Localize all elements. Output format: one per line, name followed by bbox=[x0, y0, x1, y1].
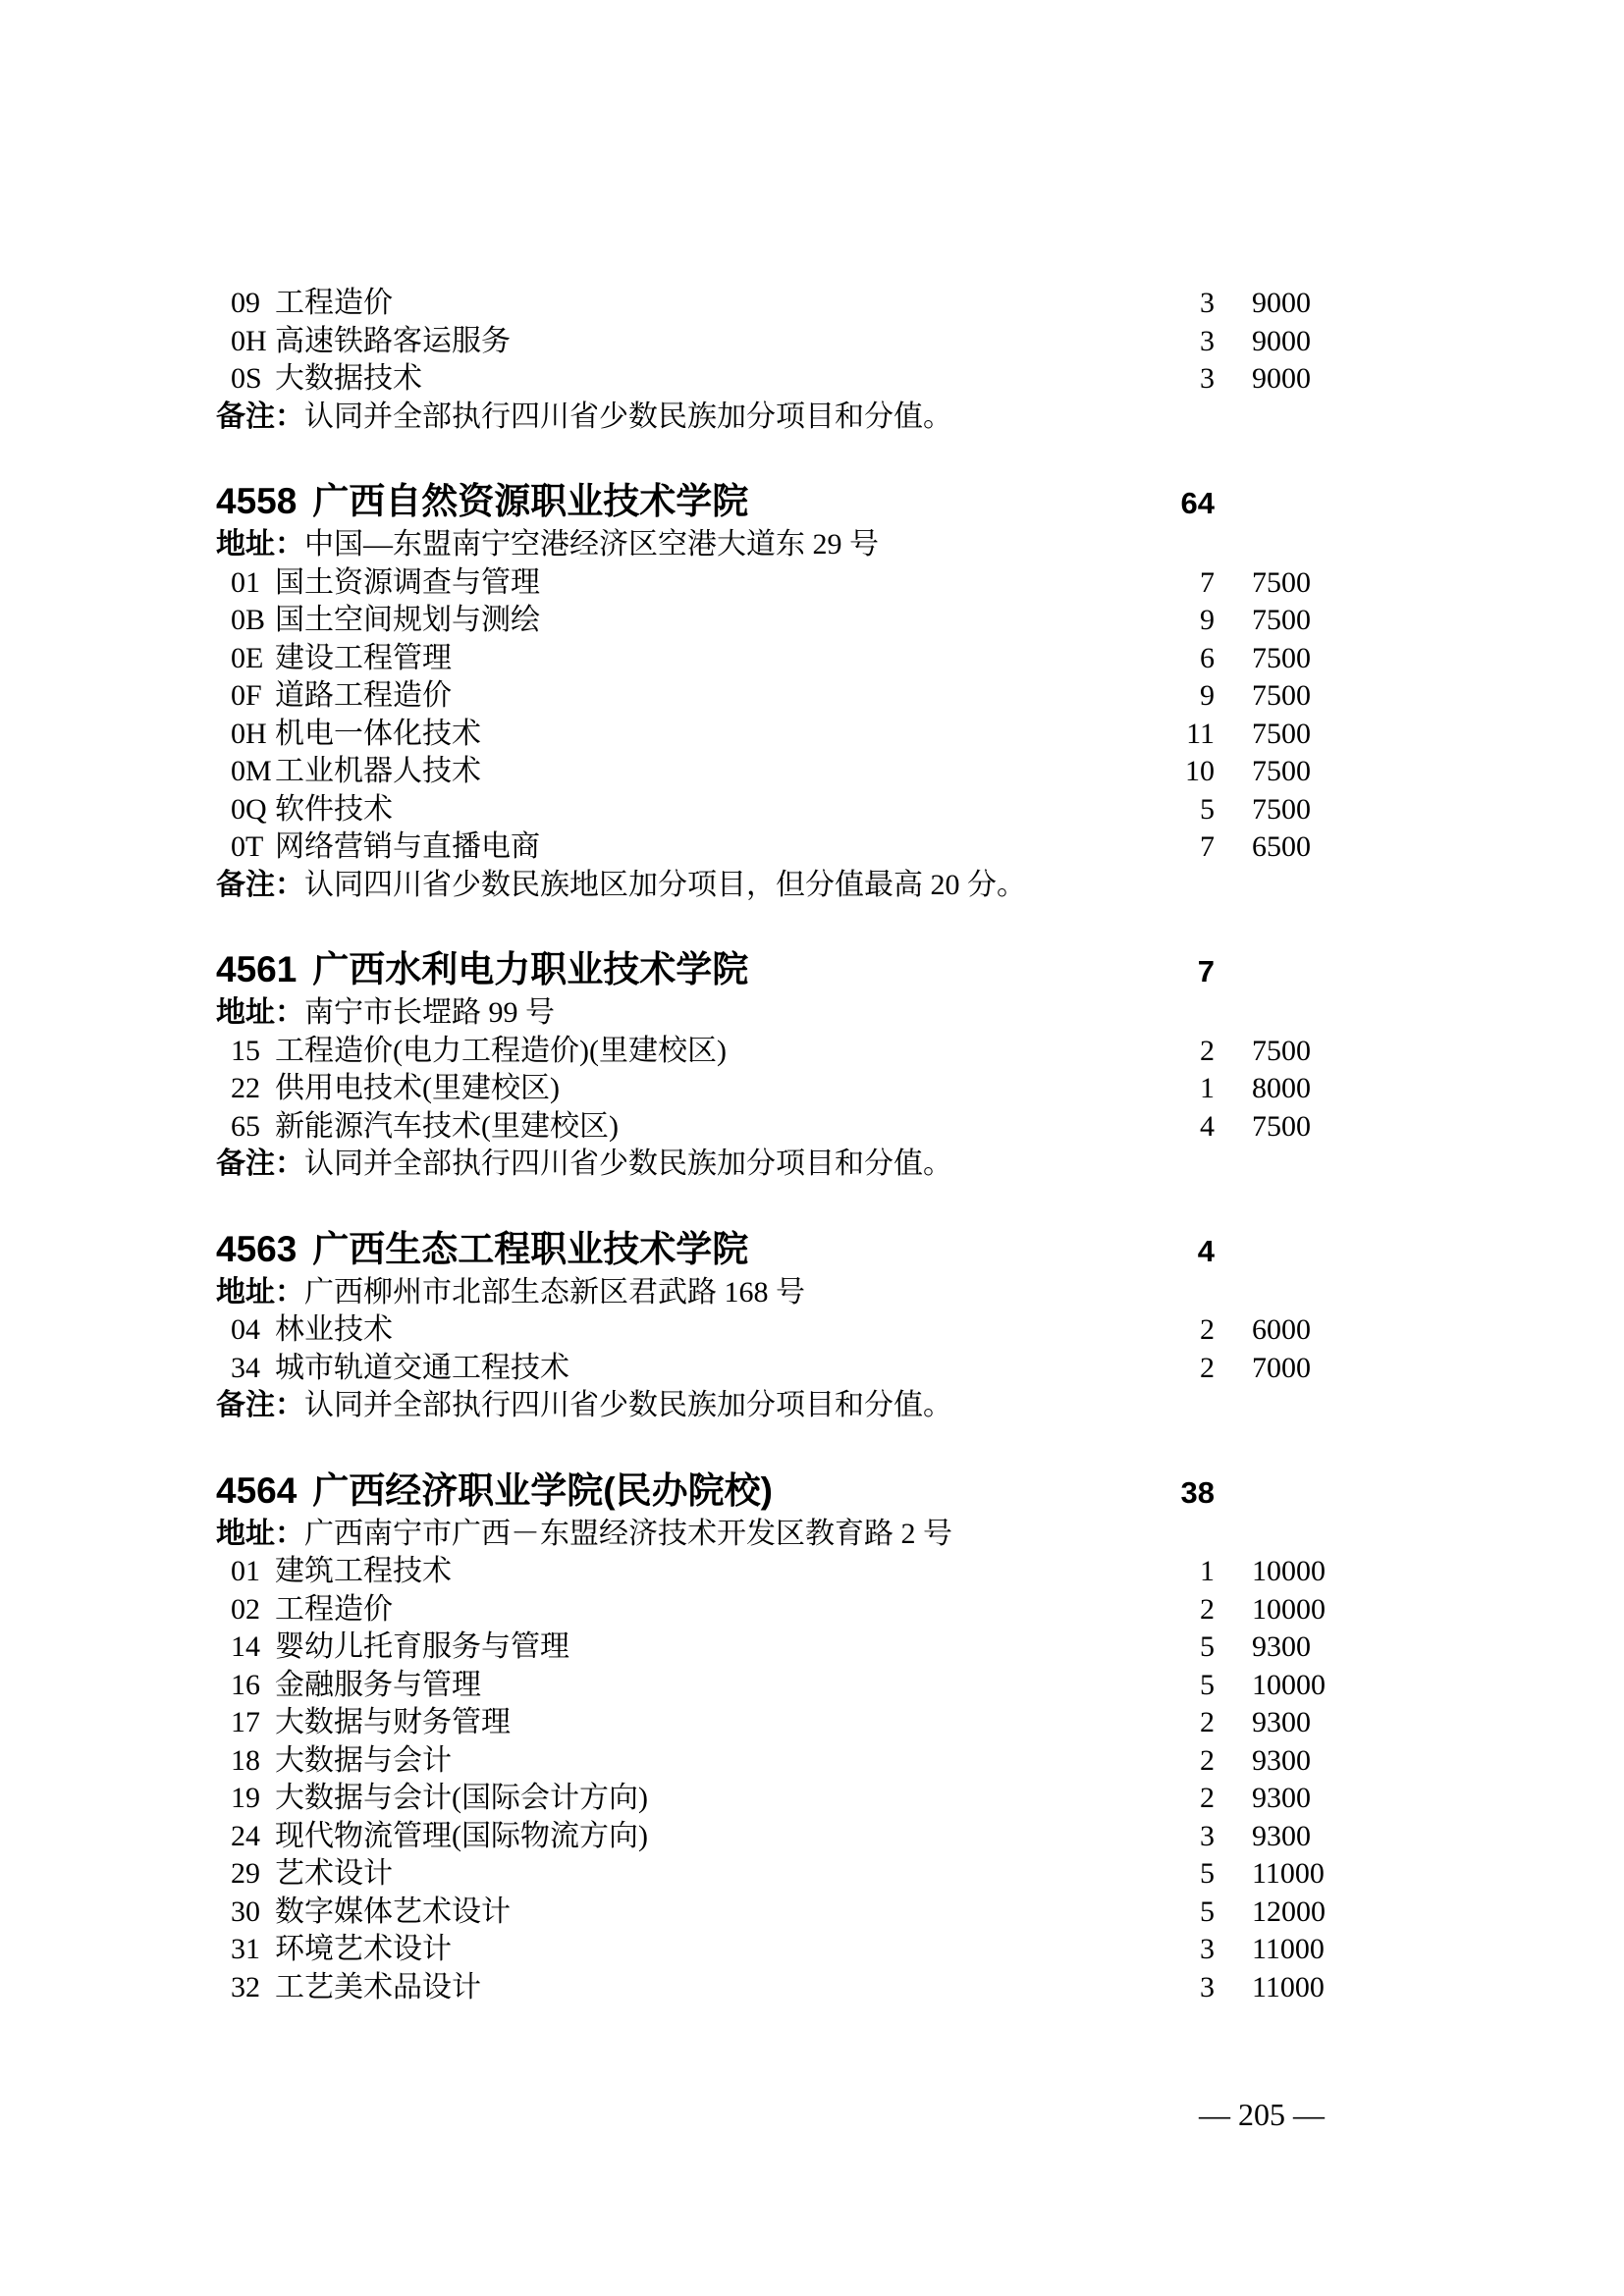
program-left bbox=[216, 1350, 1156, 1388]
program-code: 0F bbox=[231, 679, 262, 712]
remark-row bbox=[216, 1146, 1326, 1184]
program-name: 环境艺术设计 bbox=[275, 1933, 452, 1965]
college-section bbox=[216, 1227, 1326, 1425]
program-fee: 7500 bbox=[1252, 679, 1311, 712]
college-heading-left bbox=[216, 947, 1156, 992]
program-name: 艺术设计 bbox=[275, 1857, 393, 1890]
program-name: 工业机器人技术 bbox=[275, 755, 481, 787]
program-name: 国土资源调查与管理 bbox=[275, 565, 540, 599]
program-code: 14 bbox=[231, 1630, 260, 1663]
program-code: 0Q bbox=[231, 792, 267, 826]
program-fee: 7500 bbox=[1252, 792, 1311, 826]
college-heading-left bbox=[216, 1468, 1156, 1514]
address-label: 地址： bbox=[216, 996, 304, 1029]
program-name: 道路工程造价 bbox=[275, 679, 452, 712]
program-row bbox=[216, 285, 1326, 323]
program-count: 2 bbox=[1200, 1034, 1215, 1067]
program-name: 大数据与会计 bbox=[275, 1743, 452, 1777]
remark-label: 备注： bbox=[216, 400, 304, 433]
program-code: 18 bbox=[231, 1743, 260, 1777]
program-row bbox=[216, 1780, 1326, 1818]
program-code: 65 bbox=[231, 1109, 260, 1143]
program-name: 高速铁路客运服务 bbox=[275, 324, 511, 357]
program-row bbox=[216, 1704, 1326, 1742]
remark-label: 备注： bbox=[216, 1389, 304, 1421]
program-count: 2 bbox=[1200, 1592, 1215, 1626]
program-name: 林业技术 bbox=[275, 1313, 393, 1346]
program-left bbox=[216, 323, 1156, 361]
college-total: 38 bbox=[1180, 1474, 1215, 1510]
program-name: 新能源汽车技术(里建校区) bbox=[275, 1109, 619, 1143]
program-left bbox=[216, 1894, 1156, 1932]
remark-text: 认同并全部执行四川省少数民族加分项目和分值。 bbox=[304, 1148, 952, 1180]
program-count: 10 bbox=[1185, 755, 1215, 787]
program-fee: 9000 bbox=[1252, 362, 1311, 395]
program-count: 7 bbox=[1200, 830, 1215, 863]
address-row bbox=[216, 526, 1326, 564]
college-total: 4 bbox=[1197, 1233, 1215, 1268]
program-row bbox=[216, 716, 1326, 754]
program-count: 3 bbox=[1200, 1970, 1215, 2003]
program-fee: 9300 bbox=[1252, 1743, 1311, 1777]
remark-label: 备注： bbox=[216, 1148, 304, 1180]
program-name: 城市轨道交通工程技术 bbox=[275, 1351, 569, 1384]
program-code: 02 bbox=[231, 1592, 260, 1626]
program-left bbox=[216, 1742, 1156, 1781]
college-section bbox=[216, 1468, 1326, 2007]
program-left bbox=[216, 360, 1156, 399]
program-name: 工艺美术品设计 bbox=[275, 1970, 481, 2003]
college-heading bbox=[216, 947, 1326, 994]
program-left bbox=[216, 602, 1156, 640]
program-name: 建设工程管理 bbox=[275, 641, 452, 674]
program-fee: 7500 bbox=[1252, 1034, 1311, 1067]
program-fee: 11000 bbox=[1252, 1933, 1325, 1965]
program-row bbox=[216, 1742, 1326, 1781]
program-row bbox=[216, 791, 1326, 829]
program-left bbox=[216, 1070, 1156, 1108]
college-heading bbox=[216, 1468, 1326, 1516]
program-count: 5 bbox=[1200, 1630, 1215, 1663]
program-count: 11 bbox=[1186, 717, 1215, 750]
program-left bbox=[216, 677, 1156, 716]
program-name: 软件技术 bbox=[275, 792, 393, 826]
program-row bbox=[216, 1311, 1326, 1350]
address-row bbox=[216, 1274, 1326, 1312]
program-count: 2 bbox=[1200, 1313, 1215, 1346]
program-fee: 7500 bbox=[1252, 755, 1311, 787]
program-row bbox=[216, 1667, 1326, 1705]
program-fee: 9300 bbox=[1252, 1706, 1311, 1738]
remark-row bbox=[216, 867, 1326, 905]
address-row bbox=[216, 994, 1326, 1033]
program-fee: 9300 bbox=[1252, 1819, 1311, 1852]
program-row bbox=[216, 1969, 1326, 2007]
program-row bbox=[216, 1818, 1326, 1856]
program-left bbox=[216, 1311, 1156, 1350]
program-fee: 7500 bbox=[1252, 717, 1311, 750]
address-text: 广西南宁市广西－东盟经济技术开发区教育路 2 号 bbox=[304, 1517, 952, 1550]
program-name: 机电一体化技术 bbox=[275, 717, 481, 750]
program-code: 0E bbox=[231, 641, 264, 674]
remark-row bbox=[216, 1387, 1326, 1425]
program-count: 2 bbox=[1200, 1351, 1215, 1384]
program-name: 大数据与会计(国际会计方向) bbox=[275, 1782, 648, 1814]
program-count: 1 bbox=[1200, 1072, 1215, 1104]
address-label: 地址： bbox=[216, 1275, 304, 1308]
program-code: 24 bbox=[231, 1819, 260, 1852]
program-name: 网络营销与直播电商 bbox=[275, 830, 540, 863]
program-left bbox=[216, 1931, 1156, 1969]
address-text: 广西柳州市北部生态新区君武路 168 号 bbox=[304, 1275, 805, 1308]
program-name: 工程造价(电力工程造价)(里建校区) bbox=[275, 1034, 727, 1067]
program-row bbox=[216, 1591, 1326, 1629]
program-count: 6 bbox=[1200, 641, 1215, 674]
program-code: 0M bbox=[231, 755, 272, 787]
program-count: 2 bbox=[1200, 1782, 1215, 1814]
program-left bbox=[216, 564, 1156, 603]
remark-text: 认同并全部执行四川省少数民族加分项目和分值。 bbox=[304, 400, 952, 433]
program-row bbox=[216, 564, 1326, 603]
program-row bbox=[216, 1350, 1326, 1388]
program-fee: 11000 bbox=[1252, 1970, 1325, 2003]
program-count: 4 bbox=[1200, 1109, 1215, 1143]
program-count: 5 bbox=[1200, 1895, 1215, 1928]
program-name: 现代物流管理(国际物流方向) bbox=[275, 1819, 648, 1852]
program-count: 3 bbox=[1200, 1819, 1215, 1852]
program-left bbox=[216, 1818, 1156, 1856]
program-fee: 12000 bbox=[1252, 1895, 1326, 1928]
program-left bbox=[216, 1855, 1156, 1894]
program-code: 19 bbox=[231, 1782, 260, 1814]
program-code: 0H bbox=[231, 717, 267, 750]
program-row bbox=[216, 323, 1326, 361]
address-row bbox=[216, 1516, 1326, 1554]
college-heading-left bbox=[216, 479, 1156, 524]
program-fee: 11000 bbox=[1252, 1857, 1325, 1890]
program-code: 15 bbox=[231, 1034, 260, 1067]
program-code: 17 bbox=[231, 1706, 260, 1738]
program-left bbox=[216, 791, 1156, 829]
program-left bbox=[216, 640, 1156, 678]
program-left bbox=[216, 1108, 1156, 1147]
program-fee: 8000 bbox=[1252, 1072, 1311, 1104]
program-name: 金融服务与管理 bbox=[275, 1668, 481, 1701]
program-row bbox=[216, 1033, 1326, 1071]
college-heading-left bbox=[216, 1227, 1156, 1272]
remark-row bbox=[216, 399, 1326, 437]
program-name: 工程造价 bbox=[275, 287, 393, 319]
program-count: 1 bbox=[1200, 1555, 1215, 1587]
program-code: 01 bbox=[231, 565, 260, 599]
program-left bbox=[216, 1629, 1156, 1667]
program-left bbox=[216, 1704, 1156, 1742]
remark-text: 认同四川省少数民族地区加分项目，但分值最高 20 分。 bbox=[304, 868, 1026, 901]
program-count: 5 bbox=[1200, 1857, 1215, 1890]
program-code: 34 bbox=[231, 1351, 260, 1384]
program-fee: 10000 bbox=[1252, 1668, 1326, 1701]
college-heading bbox=[216, 1227, 1326, 1274]
program-row bbox=[216, 602, 1326, 640]
program-row bbox=[216, 828, 1326, 867]
program-code: 04 bbox=[231, 1313, 260, 1346]
program-row bbox=[216, 1553, 1326, 1591]
program-count: 3 bbox=[1200, 287, 1215, 319]
program-code: 22 bbox=[231, 1072, 260, 1104]
program-left bbox=[216, 753, 1156, 791]
college-code: 4561 bbox=[216, 949, 298, 989]
program-code: 30 bbox=[231, 1895, 260, 1928]
remark-label: 备注： bbox=[216, 868, 304, 901]
college-name: 广西生态工程职业技术学院 bbox=[312, 1228, 749, 1269]
program-left bbox=[216, 1667, 1156, 1705]
program-fee: 7500 bbox=[1252, 604, 1311, 636]
program-name: 建筑工程技术 bbox=[275, 1555, 452, 1587]
college-section bbox=[216, 947, 1326, 1184]
program-name: 婴幼儿托育服务与管理 bbox=[275, 1630, 569, 1663]
address-text: 中国—东盟南宁空港经济区空港大道东 29 号 bbox=[304, 528, 879, 561]
program-left bbox=[216, 716, 1156, 754]
program-count: 9 bbox=[1200, 679, 1215, 712]
program-code: 0H bbox=[231, 324, 267, 357]
program-row bbox=[216, 640, 1326, 678]
program-left bbox=[216, 828, 1156, 867]
program-count: 3 bbox=[1200, 362, 1215, 395]
program-count: 3 bbox=[1200, 1933, 1215, 1965]
program-code: 31 bbox=[231, 1933, 260, 1965]
address-label: 地址： bbox=[216, 528, 304, 561]
program-left bbox=[216, 1969, 1156, 2007]
college-name: 广西自然资源职业技术学院 bbox=[312, 481, 749, 521]
program-count: 7 bbox=[1200, 565, 1215, 599]
college-code: 4564 bbox=[216, 1469, 298, 1511]
program-fee: 9000 bbox=[1252, 287, 1311, 319]
program-fee: 9300 bbox=[1252, 1630, 1311, 1663]
program-row bbox=[216, 753, 1326, 791]
program-fee: 9300 bbox=[1252, 1782, 1311, 1814]
college-code: 4558 bbox=[216, 481, 298, 521]
program-fee: 7000 bbox=[1252, 1351, 1311, 1384]
program-count: 2 bbox=[1200, 1706, 1215, 1738]
program-fee: 9000 bbox=[1252, 324, 1311, 357]
program-name: 国土空间规划与测绘 bbox=[275, 604, 540, 636]
program-name: 大数据与财务管理 bbox=[275, 1706, 511, 1738]
program-count: 5 bbox=[1200, 792, 1215, 826]
program-name: 大数据技术 bbox=[275, 362, 422, 395]
program-code: 01 bbox=[231, 1555, 260, 1587]
remark-text: 认同并全部执行四川省少数民族加分项目和分值。 bbox=[304, 1389, 952, 1421]
program-fee: 10000 bbox=[1252, 1555, 1326, 1587]
college-heading bbox=[216, 479, 1326, 526]
program-fee: 6500 bbox=[1252, 830, 1311, 863]
program-count: 5 bbox=[1200, 1668, 1215, 1701]
program-left bbox=[216, 1033, 1156, 1071]
program-row bbox=[216, 1070, 1326, 1108]
college-section bbox=[216, 479, 1326, 904]
college-code: 4563 bbox=[216, 1228, 298, 1269]
address-text: 南宁市长堽路 99 号 bbox=[304, 996, 555, 1029]
page-number: — 205 — bbox=[1199, 2097, 1325, 2132]
program-code: 32 bbox=[231, 1970, 260, 2003]
college-total: 7 bbox=[1197, 954, 1215, 988]
page-content bbox=[216, 285, 1326, 2006]
program-code: 29 bbox=[231, 1857, 260, 1890]
program-name: 数字媒体艺术设计 bbox=[275, 1895, 511, 1928]
program-count: 3 bbox=[1200, 324, 1215, 357]
program-fee: 6000 bbox=[1252, 1313, 1311, 1346]
program-fee: 7500 bbox=[1252, 565, 1311, 599]
program-left bbox=[216, 1591, 1156, 1629]
program-fee: 10000 bbox=[1252, 1592, 1326, 1626]
address-label: 地址： bbox=[216, 1517, 304, 1550]
college-total: 64 bbox=[1180, 486, 1215, 520]
program-name: 供用电技术(里建校区) bbox=[275, 1072, 560, 1104]
program-left bbox=[216, 1780, 1156, 1818]
program-fee: 7500 bbox=[1252, 641, 1311, 674]
program-code: 16 bbox=[231, 1668, 260, 1701]
program-name: 工程造价 bbox=[275, 1592, 393, 1626]
program-count: 9 bbox=[1200, 604, 1215, 636]
program-row bbox=[216, 360, 1326, 399]
program-code: 0T bbox=[231, 830, 264, 863]
college-name: 广西水利电力职业技术学院 bbox=[312, 949, 749, 989]
program-fee: 7500 bbox=[1252, 1109, 1311, 1143]
program-row bbox=[216, 1894, 1326, 1932]
program-row bbox=[216, 1931, 1326, 1969]
program-code: 0B bbox=[231, 604, 266, 636]
program-count: 2 bbox=[1200, 1743, 1215, 1777]
program-row bbox=[216, 1855, 1326, 1894]
program-row bbox=[216, 1629, 1326, 1667]
program-row bbox=[216, 1108, 1326, 1147]
program-row bbox=[216, 677, 1326, 716]
program-code: 09 bbox=[231, 287, 260, 319]
program-code: 0S bbox=[231, 362, 262, 395]
program-left bbox=[216, 1553, 1156, 1591]
college-name: 广西经济职业学院(民办院校) bbox=[312, 1469, 773, 1511]
program-left bbox=[216, 285, 1156, 323]
